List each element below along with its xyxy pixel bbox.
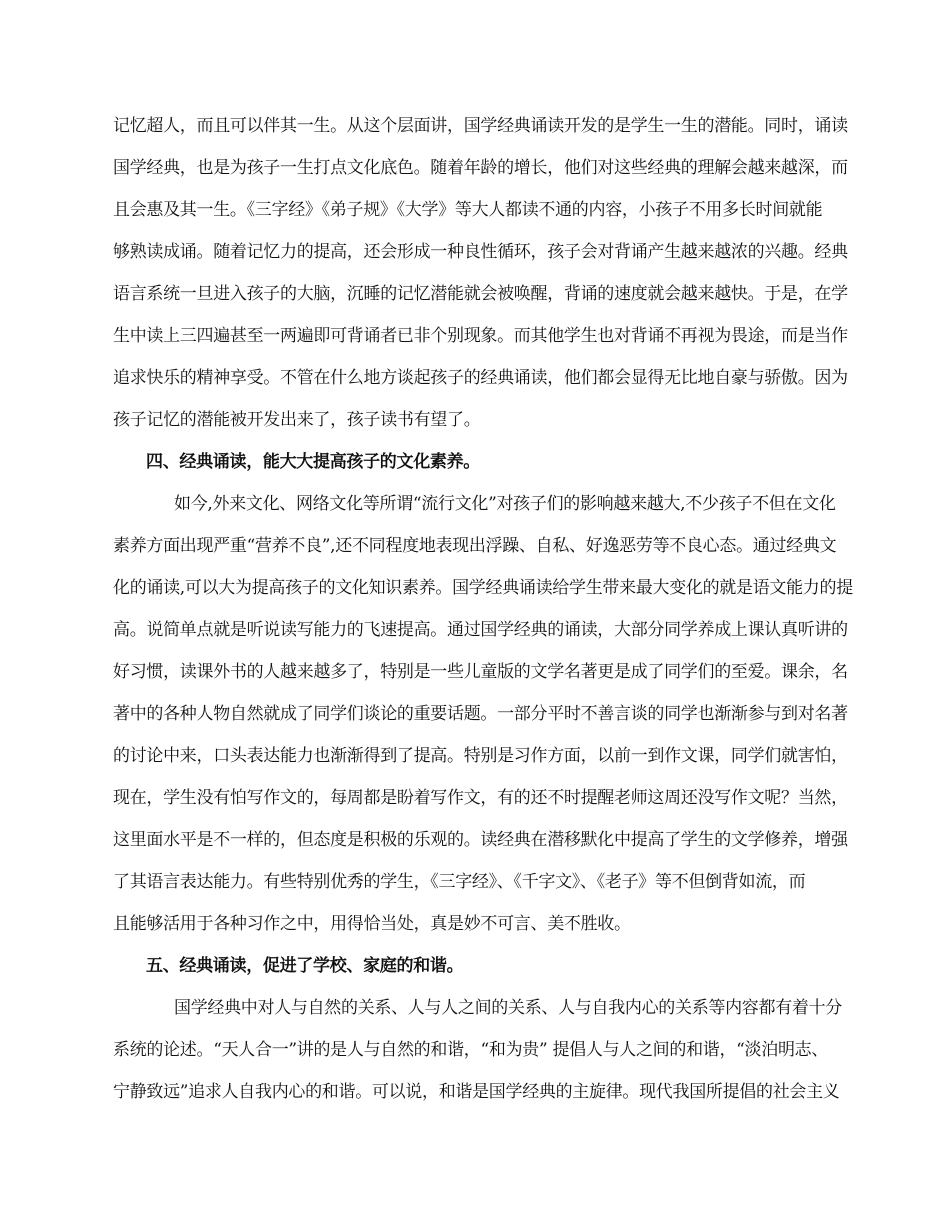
paragraph-2-line-4: 高。说简单点就是听说读写能力的飞速提高。通过国学经典的诵读，大部分同学养成上课认真听讲的 bbox=[113, 620, 848, 640]
section-heading-4: 四、经典诵读，能大大提高孩子的文化素养。 bbox=[146, 452, 480, 472]
paragraph-1-line-5: 语言系统一旦进入孩子的大脑，沉睡的记忆潜能就会被唤醒，背诵的速度就会越来越快。于是，在学 bbox=[113, 284, 848, 304]
paragraph-2-line-11: 且能够活用于各种习作之中，用得恰当处，真是妙不可言、美不胜收。 bbox=[113, 914, 631, 934]
paragraph-1-line-1: 记忆超人，而且可以伴其一生。从这个层面讲，国学经典诵读开发的是学生一生的潜能。同时，诵读 bbox=[113, 116, 848, 136]
paragraph-2-line-8: 现在，学生没有怕写作文的，每周都是盼着写作文，有的还不时提醒老师这周还没写作文呢？当然， bbox=[113, 788, 848, 808]
paragraph-3-line-3: 宁静致远”追求人自我内心的和谐。可以说，和谐是国学经典的主旋律。现代我国所提倡的社会主义 bbox=[113, 1082, 840, 1102]
paragraph-1-line-8: 孩子记忆的潜能被开发出来了，孩子读书有望了。 bbox=[113, 410, 481, 430]
paragraph-2-line-3: 化的诵读,可以大为提高孩子的文化知识素养。国学经典诵读给学生带来最大变化的就是语文能力的提 bbox=[113, 578, 853, 598]
paragraph-1-line-2: 国学经典，也是为孩子一生打点文化底色。随着年龄的增长，他们对这些经典的理解会越来越深，而 bbox=[113, 158, 848, 178]
paragraph-1-line-6: 生中读上三四遍甚至一两遍即可背诵者已非个别现象。而其他学生也对背诵不再视为畏途，而是当作 bbox=[113, 326, 848, 346]
paragraph-2-line-2: 素养方面出现严重“营养不良”,还不同程度地表现出浮躁、自私、好逸恶劳等不良心态。通过经典文 bbox=[113, 536, 837, 556]
paragraph-2-line-6: 著中的各种人物自然就成了同学们谈论的重要话题。一部分平时不善言谈的同学也渐渐参与到对名著 bbox=[113, 704, 848, 724]
paragraph-2-line-9: 这里面水平是不一样的，但态度是积极的乐观的。读经典在潜移默化中提高了学生的文学修养，增强 bbox=[113, 830, 848, 850]
paragraph-2-line-7: 的讨论中来，口头表达能力也渐渐得到了提高。特别是习作方面，以前一到作文课，同学们就害怕， bbox=[113, 746, 848, 766]
paragraph-3-line-1: 国学经典中对人与自然的关系、人与人之间的关系、人与自我内心的关系等内容都有着十分 bbox=[174, 998, 842, 1018]
paragraph-1-line-7: 追求快乐的精神享受。不管在什么地方谈起孩子的经典诵读，他们都会显得无比地自豪与骄傲。因为 bbox=[113, 368, 848, 388]
paragraph-2-line-10: 了其语言表达能力。有些特别优秀的学生，《三字经》、《千字文》、《老子》等不但倒背如流，而 bbox=[113, 872, 806, 892]
paragraph-2-line-5: 好习惯，读课外书的人越来越多了，特别是一些儿童版的文学名著更是成了同学们的至爱。课余，名 bbox=[113, 662, 848, 682]
paragraph-1-line-4: 够熟读成诵。随着记忆力的提高，还会形成一种良性循环，孩子会对背诵产生越来越浓的兴趣。经典 bbox=[113, 242, 848, 262]
paragraph-3-line-2: 系统的论述。“天人合一”讲的是人与自然的和谐，“和为贵” 提倡人与人之间的和谐，“淡泊明志、 bbox=[113, 1040, 829, 1060]
paragraph-1-line-3: 且会惠及其一生。《三字经》《弟子规》《大学》等大人都读不通的内容，小孩子不用多长时间就能 bbox=[113, 200, 823, 220]
paragraph-2-line-1: 如今,外来文化、网络文化等所谓“流行文化”对孩子们的影响越来越大,不少孩子不但在文化 bbox=[174, 494, 836, 514]
section-heading-5: 五、经典诵读，促进了学校、家庭的和谐。 bbox=[146, 956, 464, 976]
